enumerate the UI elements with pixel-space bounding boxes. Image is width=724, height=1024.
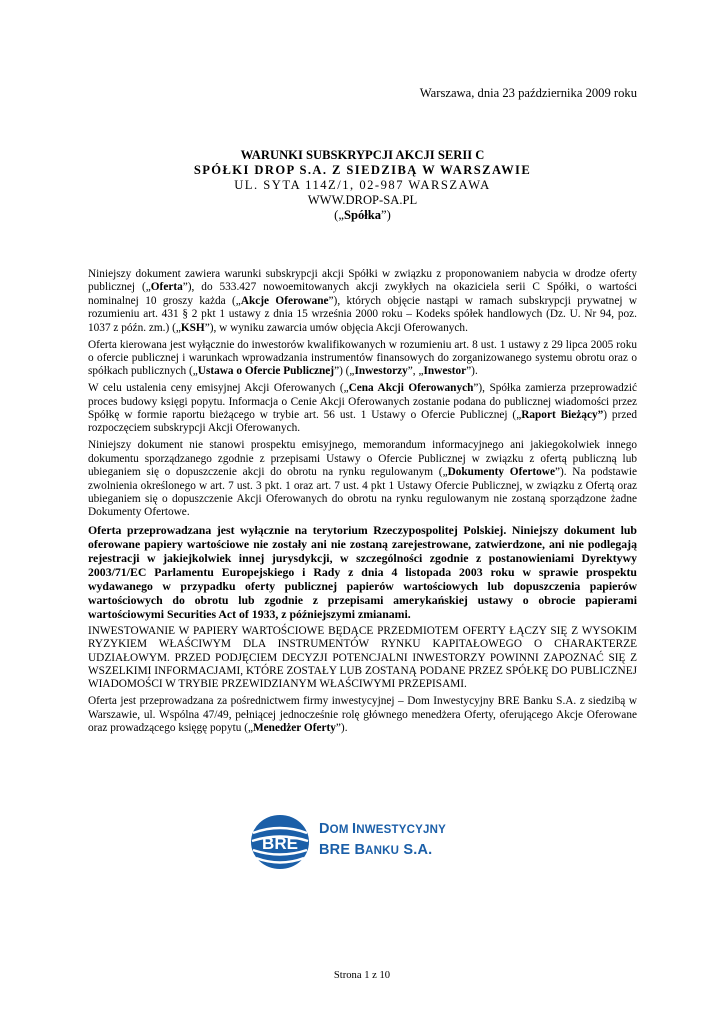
logo-line-1: DOM INWESTYCYJNY bbox=[319, 821, 446, 837]
company-line: SPÓŁKI DROP S.A. Z SIEDZIBĄ W WARSZAWIE bbox=[193, 163, 532, 177]
defined-term: Akcje Oferowane bbox=[240, 294, 329, 307]
defined-term: KSH bbox=[180, 321, 205, 334]
website-line: WWW.DROP-SA.PL bbox=[307, 193, 418, 207]
defined-term: Ustawa o Ofercie Publicznej bbox=[197, 365, 335, 378]
bre-logo-text bbox=[319, 819, 446, 861]
paragraph-price: W celu ustalenia ceny emisyjnej Akcji Oferowanych („Cena Akcji Oferowanych”), Spółka zamierza przeprowadzić proces budowy księgi popytu. Informacja o Cenie Akcji Oferowanych zostanie podana do publicznej wiadomości przez Spółkę w formie raportu bieżącego w trybie art. 56 ust. 1 Ustawy o Ofercie Publicznej („Raport Bieżący”) przed rozpoczęciem subskrypcji Akcji Oferowanych. bbox=[88, 382, 638, 435]
defined-term: Spółka bbox=[343, 208, 382, 222]
logo-line-2: BRE BANKU S.A. bbox=[319, 842, 433, 858]
document-header bbox=[88, 148, 637, 223]
definition-line: („Spółka”) bbox=[334, 208, 391, 222]
page-number: Strona 1 z 10 bbox=[333, 970, 391, 981]
bre-globe-icon bbox=[249, 813, 311, 871]
address-line: UL. SYTA 114Z/1, 02-987 WARSZAWA bbox=[234, 178, 491, 192]
title-line: WARUNKI SUBSKRYPCJI AKCJI SERII C bbox=[240, 148, 485, 162]
paragraph-intro: Niniejszy dokument zawiera warunki subskrypcji akcji Spółki w związku z proponowaniem nabycia w drodze oferty publicznej („Oferta”), do 533.427 nowoemitowanych akcji zwykłych na okaziciela serii C Spółki, o wartości nominalnej 10 groszy każda („Akcje Oferowane”), których objęcie nastąpi w ramach subskrypcji prywatnej w rozumieniu art. 431 § 2 pkt 1 ustawy z dnia 15 września 2000 roku – Kodeks spółek handlowych (Dz. U. Nr 94, poz. 1037 z późn. zm.) („KSH”), w wyniku zawarcia umów objęcia Akcji Oferowanych. bbox=[88, 268, 637, 334]
defined-term: Cena Akcji Oferowanych bbox=[348, 382, 474, 395]
defined-term: Oferta bbox=[150, 281, 183, 294]
paragraph-investors: Oferta kierowana jest wyłącznie do inwestorów kwalifikowanych w rozumieniu art. 8 ust. 1 ustawy z 29 lipca 2005 roku o ofercie publicznej i warunkach wprowadzania instrumentów finansowych do zorganizowanego systemu obrotu oraz o spółkach publicznych („Ustawa o Ofercie Publicznej”) („Inwestorzy”, „Inwestor”). bbox=[88, 338, 637, 378]
defined-term: Dokumenty Ofertowe bbox=[447, 466, 555, 479]
paragraph-documents: Niniejszy dokument nie stanowi prospektu emisyjnego, memorandum informacyjnego ani jakiegokolwiek innego dokumentu sporządzanego zgodnie z przepisami Ustawy o Ofercie Publicznej w związku z ofertą publiczną lub ubieganiem się o dopuszczenie akcji do obrotu na rynku regulowanym („Dokumenty Ofertowe”). Na podstawie zwolnienia określonego w art. 7 ust. 3 pkt. 1 oraz art. 7 ust. 4 pkt 1 Ustawy Ofercie Publicznej, w związku z Ofertą oraz ubieganiem się o dopuszczenie Akcji Oferowanych do obrotu na rynku regulowanym nie zostaną sporządzone żadne Dokumenty Ofertowe. bbox=[88, 439, 637, 519]
defined-term: Inwestorzy bbox=[354, 365, 408, 378]
defined-term: Raport Bieżący” bbox=[521, 409, 604, 422]
bre-emblem-letters: BRE bbox=[262, 834, 298, 853]
date-line: Warszawa, dnia 23 października 2009 roku bbox=[419, 86, 637, 100]
paragraph-risk-warning: INWESTOWANIE W PAPIERY WARTOŚCIOWE BĘDĄCE PRZEDMIOTEM OFERTY ŁĄCZY SIĘ Z WYSOKIM RYZYKIEM WŁAŚCIWYM DLA INSTRUMENTÓW RYNKU KAPITAŁOWEGO O CHARAKTERZE UDZIAŁOWYM. PRZED PODJĘCIEM DECYZJI POTENCJALNI INWESTORZY POWINNI ZAPOZNAĆ SIĘ Z WSZELKIMI INFORMACJAMI, KTÓRE ZOSTAŁY LUB ZOSTANĄ PODANE PRZEZ SPÓŁKĘ DO PUBLICZNEJ WIADOMOŚCI W TRYBIE PRZEWIDZIANYM WŁAŚCIWYMI PRZEPISAMI. bbox=[88, 624, 637, 691]
defined-term: Menedżer Oferty bbox=[253, 722, 336, 735]
paragraph-territory: Oferta przeprowadzana jest wyłącznie na terytorium Rzeczypospolitej Polskiej. Niniejszy dokument lub oferowane papiery wartościowe nie zostały ani nie zostaną zarejestrowane, zatwierdzone, ani nie podlegają rejestracji w jakiejkolwiek innej jurysdykcji, w szczególności zgodnie z postanowieniami Dyrektywy 2003/71/EC Parlamentu Europejskiego i Rady z dnia 4 listopada 2003 roku w sprawie prospektu wydawanego w przypadku oferty publicznej papierów wartościowych lub dopuszczenia papierów wartościowych do obrotu lub zgodnie z przepisami amerykańskiej ustawy o obrocie papierami wartościowymi Securities Act of 1933, z późniejszymi zmianami. bbox=[88, 523, 637, 622]
defined-term: Inwestor bbox=[423, 365, 467, 378]
document-body bbox=[88, 268, 637, 739]
bre-logo bbox=[249, 813, 479, 871]
paragraph-manager: Oferta jest przeprowadzana za pośrednictwem firmy inwestycyjnej – Dom Inwestycyjny BRE Banku S.A. z siedzibą w Warszawie, ul. Wspólna 47/49, pełniącej jednocześnie rolę głównego menedżera Oferty, oferującego Akcje Oferowane oraz prowadzącego księgę popytu („Menedżer Oferty”). bbox=[88, 695, 637, 735]
